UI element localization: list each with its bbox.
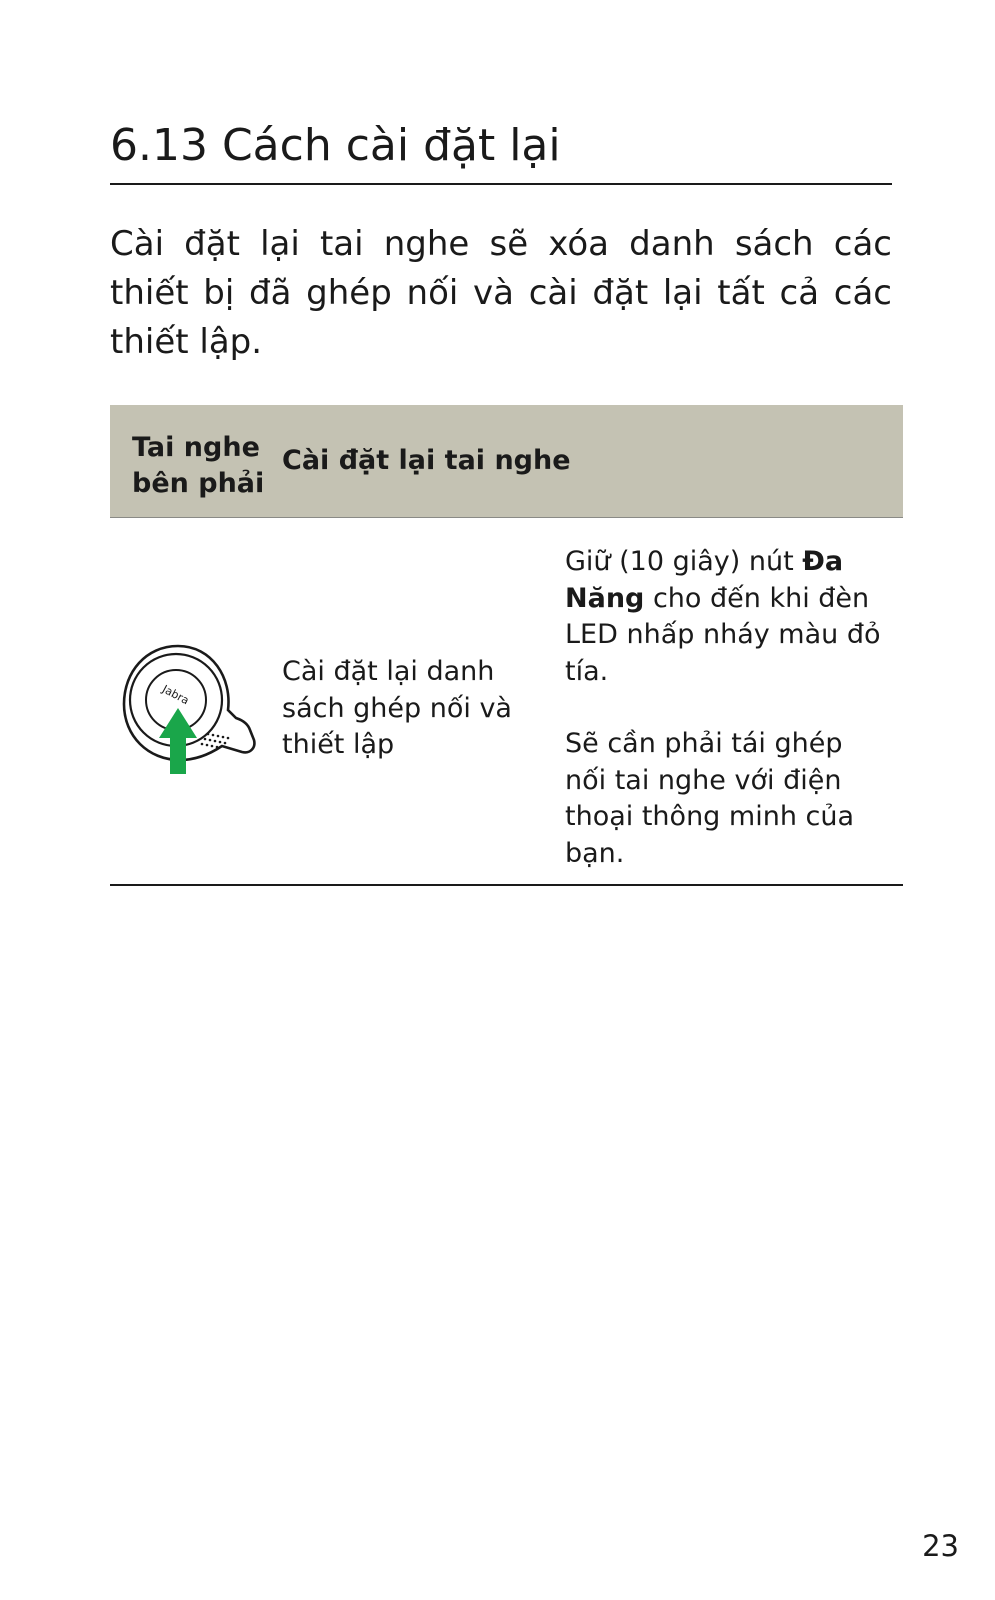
repair-note: Sẽ cần phải tái ghép nối tai nghe với điện thoại thông minh của bạn. — [565, 728, 855, 869]
table-header-row — [110, 405, 903, 518]
title-underline — [110, 183, 892, 185]
jabra-logo: Jabra — [160, 682, 192, 708]
header-action-label: Cài đặt lại tai nghe — [282, 445, 571, 476]
reset-table — [110, 405, 903, 886]
header-earbud-label: Tai nghe bên phải — [132, 432, 265, 499]
reset-action-text: Cài đặt lại danh sách ghép nối và thiết lập — [282, 656, 512, 760]
reset-instructions — [565, 544, 885, 872]
jabra-earbud-right-icon — [118, 638, 258, 778]
instruction-suffix: cho đến khi đèn LED nhấp nháy màu đỏ tía. — [565, 582, 881, 687]
intro-paragraph: Cài đặt lại tai nghe sẽ xóa danh sách các thiết bị đã ghép nối và cài đặt lại tất cả các thiết lập. — [110, 224, 892, 362]
table-row — [110, 518, 903, 886]
instruction-prefix: Giữ (10 giây) nút — [565, 546, 803, 577]
page-number: 23 — [922, 1529, 959, 1563]
instruction-text — [565, 544, 885, 690]
section-title: 6.13 Cách cài đặt lại — [110, 120, 561, 171]
multifunction-button-name: Đa Năng — [565, 546, 844, 614]
